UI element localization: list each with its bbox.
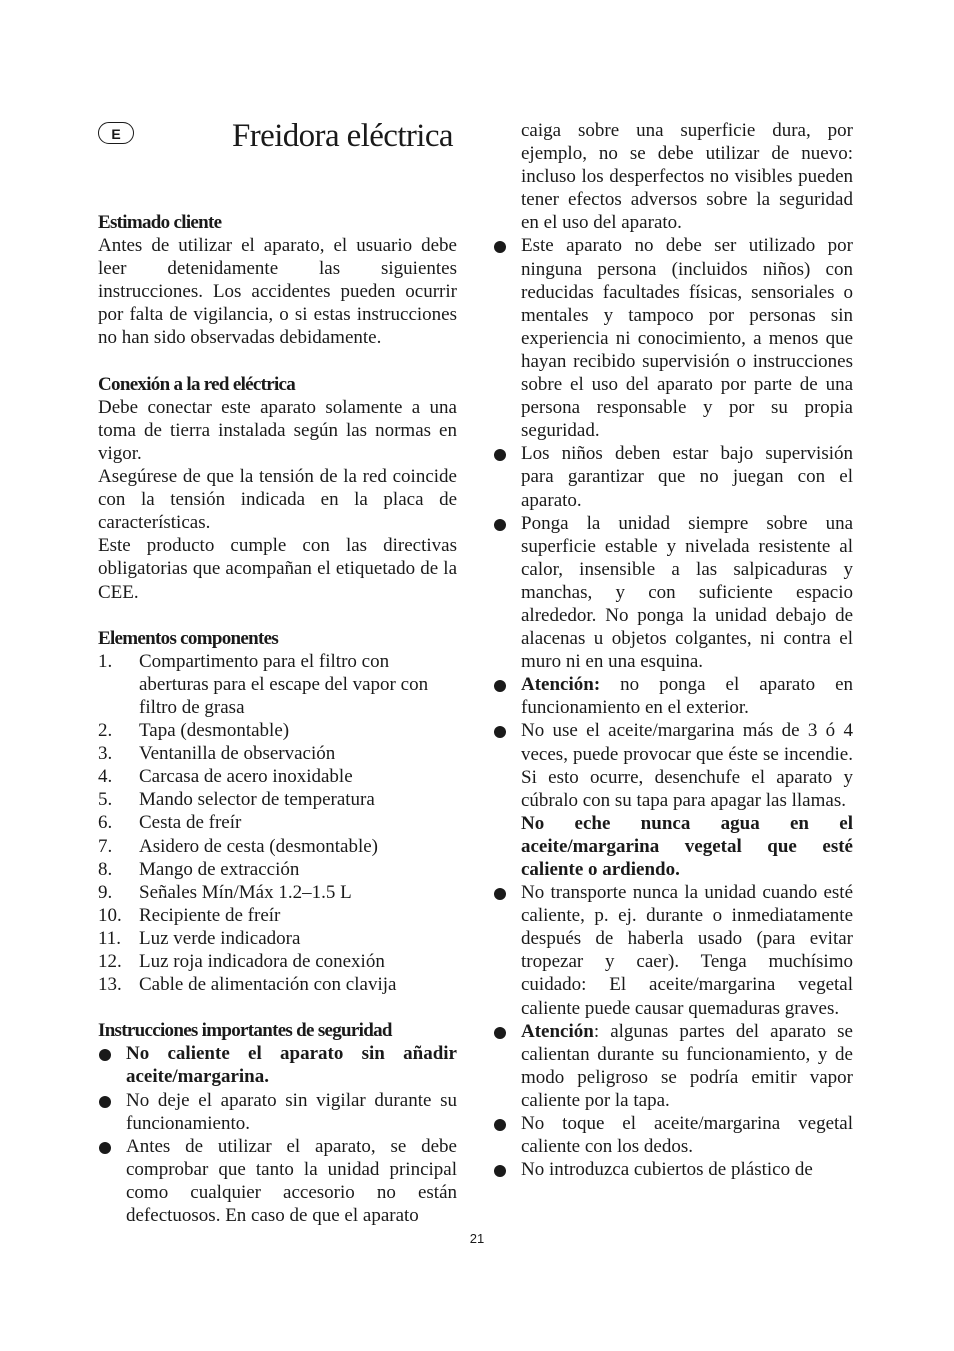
bullet-icon <box>98 1135 126 1227</box>
list-item: Este aparato no debe ser utilizado por ninguna persona (incluidos niños) con reducidas facultades físicas, sensoriales o mentales y tampoco por personas sin experiencia ni conocimiento, a menos que hayan recibido supervisión o instrucciones sobre el uso del aparato por parte de una persona responsable y por su propia seguridad. <box>493 234 853 442</box>
list-item: 6. Cesta de freír <box>98 812 242 834</box>
bullet-icon <box>98 1042 126 1088</box>
bullet-icon <box>493 719 521 881</box>
list-item: Atención: no ponga el aparato en funcionamiento en el exterior. <box>493 673 853 719</box>
list-item: 13. Cable de alimentación con clavija <box>98 974 397 996</box>
bullet-icon <box>98 1089 126 1135</box>
bullet-icon <box>493 1112 521 1158</box>
list-item: 12. Luz roja indicadora de conexión <box>98 951 385 972</box>
list-item: Antes de utilizar el aparato, se debe comprobar que tanto la unidad principal como cualquier accesorio no están defectuosos. En caso de que el aparato <box>98 1135 457 1227</box>
list-item: No use el aceite/margarina más de 3 ó 4 veces, puede provocar que éste se incendie. Si esto ocurre, desenchufe el aparato y cúbralo con su tapa para apagar las llamas. No eche nunca agua en el aceite/margarina vegetal que esté caliente o ardiendo. <box>493 719 853 881</box>
safety-continuation: caiga sobre una superficie dura, por ejemplo, no se debe utilizar de nuevo: incluso los desperfectos no visibles pueden tener efectos adversos sobre la seguridad en el uso del aparato. <box>521 120 853 234</box>
dear-customer-text: Antes de utilizar el aparato, el usuario debe leer detenidamente las siguientes instrucciones. Los accidentes pueden ocurrir por falta de vigilancia, o si estas instrucciones no han sido observadas debidamente. <box>98 235 457 349</box>
bullet-icon <box>493 881 521 1020</box>
mains-paragraph-2: Asegúrese de que la tensión de la red coincide con la tensión indicada en la placa de características. <box>98 466 457 534</box>
list-item: No deje el aparato sin vigilar durante su funcionamiento. <box>98 1089 457 1135</box>
list-item: 2. Tapa (desmontable) <box>98 720 290 742</box>
list-item: Atención: algunas partes del aparato se calientan durante su funcionamiento, y de modo peligroso se podría emitir vapor caliente por la tapa. <box>493 1020 853 1112</box>
safety-list-left <box>98 1042 457 1227</box>
list-item: 7. Asidero de cesta (desmontable) <box>98 835 378 857</box>
list-item: No introduzca cubiertos de plástico de <box>493 1158 853 1181</box>
list-item: 9. Señales Mín/Máx 1.2–1.5 L <box>98 881 352 903</box>
bullet-icon <box>493 1158 521 1181</box>
list-item: 3. Ventanilla de observación <box>98 743 336 765</box>
bullet-icon <box>493 442 521 511</box>
section-heading-safety: Instrucciones importantes de seguridad <box>98 1020 392 1042</box>
list-item: No caliente el aparato sin añadir aceite/margarina. <box>98 1042 457 1088</box>
right-column <box>493 119 853 1181</box>
mains-paragraph-3: Este producto cumple con las directivas obligatorias que acompañan el etiquetado de la CEE. <box>98 535 457 603</box>
list-item: 5. Mando selector de temperatura <box>98 789 375 811</box>
section-heading-dear-customer: Estimado cliente <box>98 212 222 233</box>
bullet-icon <box>493 234 521 442</box>
list-item: 10. Recipiente de freír <box>98 904 281 926</box>
list-item: No transporte nunca la unidad cuando esté caliente, p. ej. durante o inmediatamente después de haberla usado (para evitar tropezar y caer). Tenga muchísimo cuidado: El aceite/margarina vegetal caliente puede causar quemaduras graves. <box>493 881 853 1020</box>
left-column <box>98 211 457 1227</box>
list-item: Ponga la unidad siempre sobre una superficie estable y nivelada resistente al calor, insensible a las salpicaduras y manchas, y con suficiente espacio alrededor. No ponga la unidad debajo de alacenas u objetos colgantes, ni contra el muro ni en una esquina. <box>493 512 853 674</box>
list-item: 8. Mango de extracción <box>98 858 300 880</box>
safety-list-right <box>493 234 853 1181</box>
language-badge: E <box>98 122 134 144</box>
list-item: 4. Carcasa de acero inoxidable <box>98 766 353 788</box>
list-item: 11. Luz verde indicadora <box>98 927 301 949</box>
bullet-icon <box>493 1020 521 1112</box>
bullet-icon <box>493 673 521 719</box>
bullet-icon <box>493 512 521 674</box>
list-item: Los niños deben estar bajo supervisión para garantizar que no juegan con el aparato. <box>493 442 853 511</box>
mains-paragraph-1: Debe conectar este aparato solamente a una toma de tierra instalada según las normas en vigor. <box>98 396 457 464</box>
section-heading-mains: Conexión a la red eléctrica <box>98 373 296 395</box>
components-list <box>98 650 457 996</box>
list-item: No toque el aceite/margarina vegetal caliente con los dedos. <box>493 1112 853 1158</box>
page-title: Freidora eléctrica <box>232 118 453 154</box>
page-number: 21 <box>469 1231 485 1246</box>
list-item: 1. Compartimento para el filtro con aberturas para el escape del vapor con filtro de grasa <box>98 650 429 718</box>
section-heading-components: Elementos componentes <box>98 627 279 649</box>
